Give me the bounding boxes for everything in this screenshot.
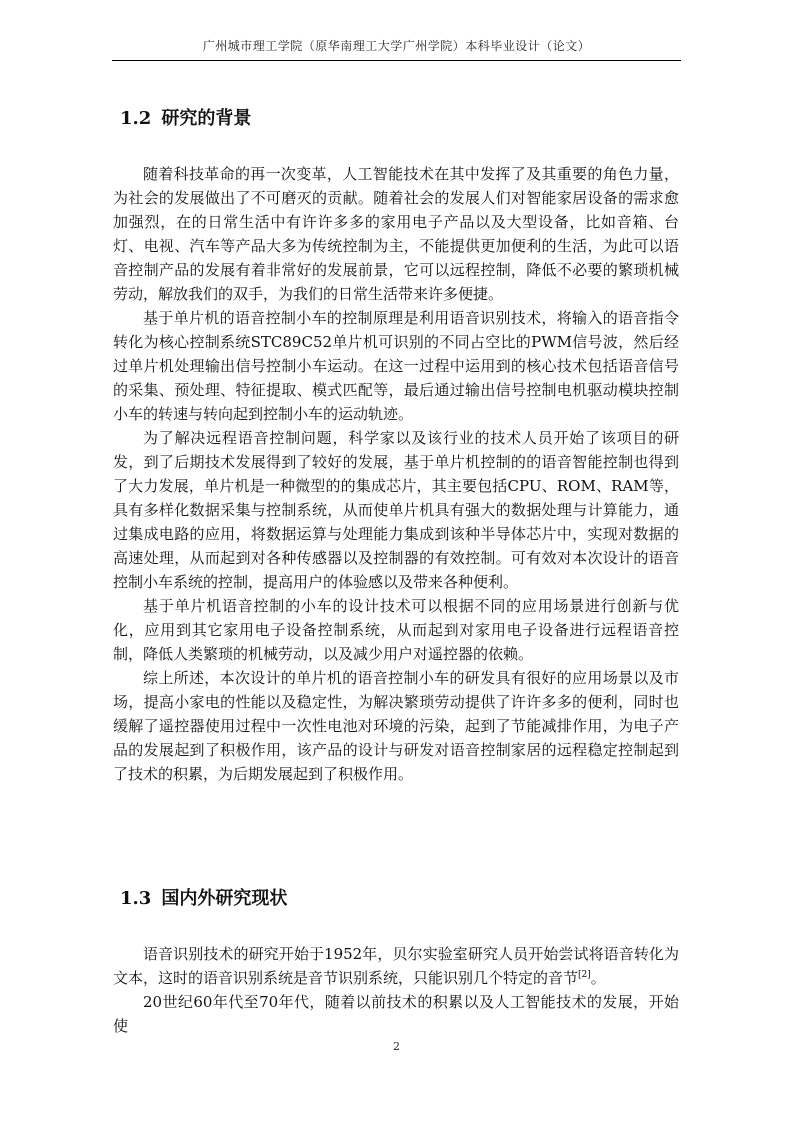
paragraph: 为了解决远程语音控制问题，科学家以及该行业的技术人员开始了该项目的研发，到了后期技术发展得到了较好的发展，基于单片机控制的的语音智能控制也得到了大力发展，单片机是一种微型的的集成芯片，其主要包括CPU、ROM、RAM等，具有多样化数据采集与控制系统，从而使单片机具有强大的数据处理与计算能力，通过集成电路的应用，将数据运算与处理能力集成到该种半导体芯片中，实现对数据的高速处理，从而起到对各种传感器以及控制器的有效控制。可有效对本次设计的语音控制小车系统的控制，提高用户的体验感以及带来各种便利。	[113, 429, 679, 591]
section-number: 1.2	[120, 108, 152, 129]
paragraph: 基于单片机的语音控制小车的控制原理是利用语音识别技术，将输入的语音指令转化为核心控制系统STC89C52单片机可识别的不同占空比的PWM信号波，然后经过单片机处理输出信号控制小车运动。在这一过程中运用到的核心技术包括语音信号的采集、预处理、特征提取、模式匹配等，最后通过输出信号控制电机驱动模块控制小车的转速与转向起到控制小车的运动轨迹。	[113, 309, 679, 423]
paragraph: 20世纪60年代至70年代，随着以前技术的积累以及人工智能技术的发展，开始使	[113, 993, 679, 1035]
section-number: 1.3	[120, 888, 152, 909]
footnote-reference[interactable]: [2]	[578, 970, 591, 980]
section-body-1-3	[113, 942, 679, 1038]
section-heading: 研究的背景	[161, 108, 252, 129]
section-heading: 国内外研究现状	[161, 888, 288, 909]
paragraph: 随着科技革命的再一次变革，人工智能技术在其中发挥了及其重要的角色力量，为社会的发展做出了不可磨灭的贡献。随着社会的发展人们对智能家居设备的需求愈加强烈，在的日常生活中有许许多多的家用电子产品以及大型设备，比如音箱、台灯、电视、汽车等产品大多为传统控制为主，不能提供更加便利的生活，为此可以语音控制产品的发展有着非常好的发展前景，它可以远程控制，降低不必要的繁琐机械劳动，解放我们的双手，为我们的日常生活带来许多便捷。	[113, 165, 679, 303]
paragraph-end-punct: 。	[590, 969, 606, 987]
page-header: 广州城市理工学院（原华南理工大学广州学院）本科毕业设计（论文）	[202, 39, 591, 53]
header-rule	[112, 60, 681, 61]
page-number: 2	[393, 1040, 400, 1053]
paragraph-text: 语音识别技术的研究开始于1952年，贝尔实验室研究人员开始尝试将语音转化为文本，这时的语音识别系统是音节识别系统，只能识别几个特定的音节	[113, 945, 679, 987]
paragraph	[113, 942, 679, 990]
section-body-1-2	[113, 162, 679, 786]
section-title-1-3	[120, 888, 287, 910]
paragraph: 基于单片机语音控制的小车的设计技术可以根据不同的应用场景进行创新与优化，应用到其它家用电子设备控制系统，从而起到对家用电子设备进行远程语音控制，降低人类繁琐的机械劳动，以及减少用户对遥控器的依赖。	[113, 597, 679, 663]
paragraph: 综上所述，本次设计的单片机的语音控制小车的研发具有很好的应用场景以及市场，提高小家电的性能以及稳定性，为解决繁琐劳动提供了许许多多的便利，同时也缓解了遥控器使用过程中一次性电池对环境的污染，起到了节能减排作用，为电子产品的发展起到了积极作用，该产品的设计与研发对语音控制家居的远程稳定控制起到了技术的积累，为后期发展起到了积极作用。	[113, 669, 679, 783]
section-title-1-2	[120, 108, 251, 130]
